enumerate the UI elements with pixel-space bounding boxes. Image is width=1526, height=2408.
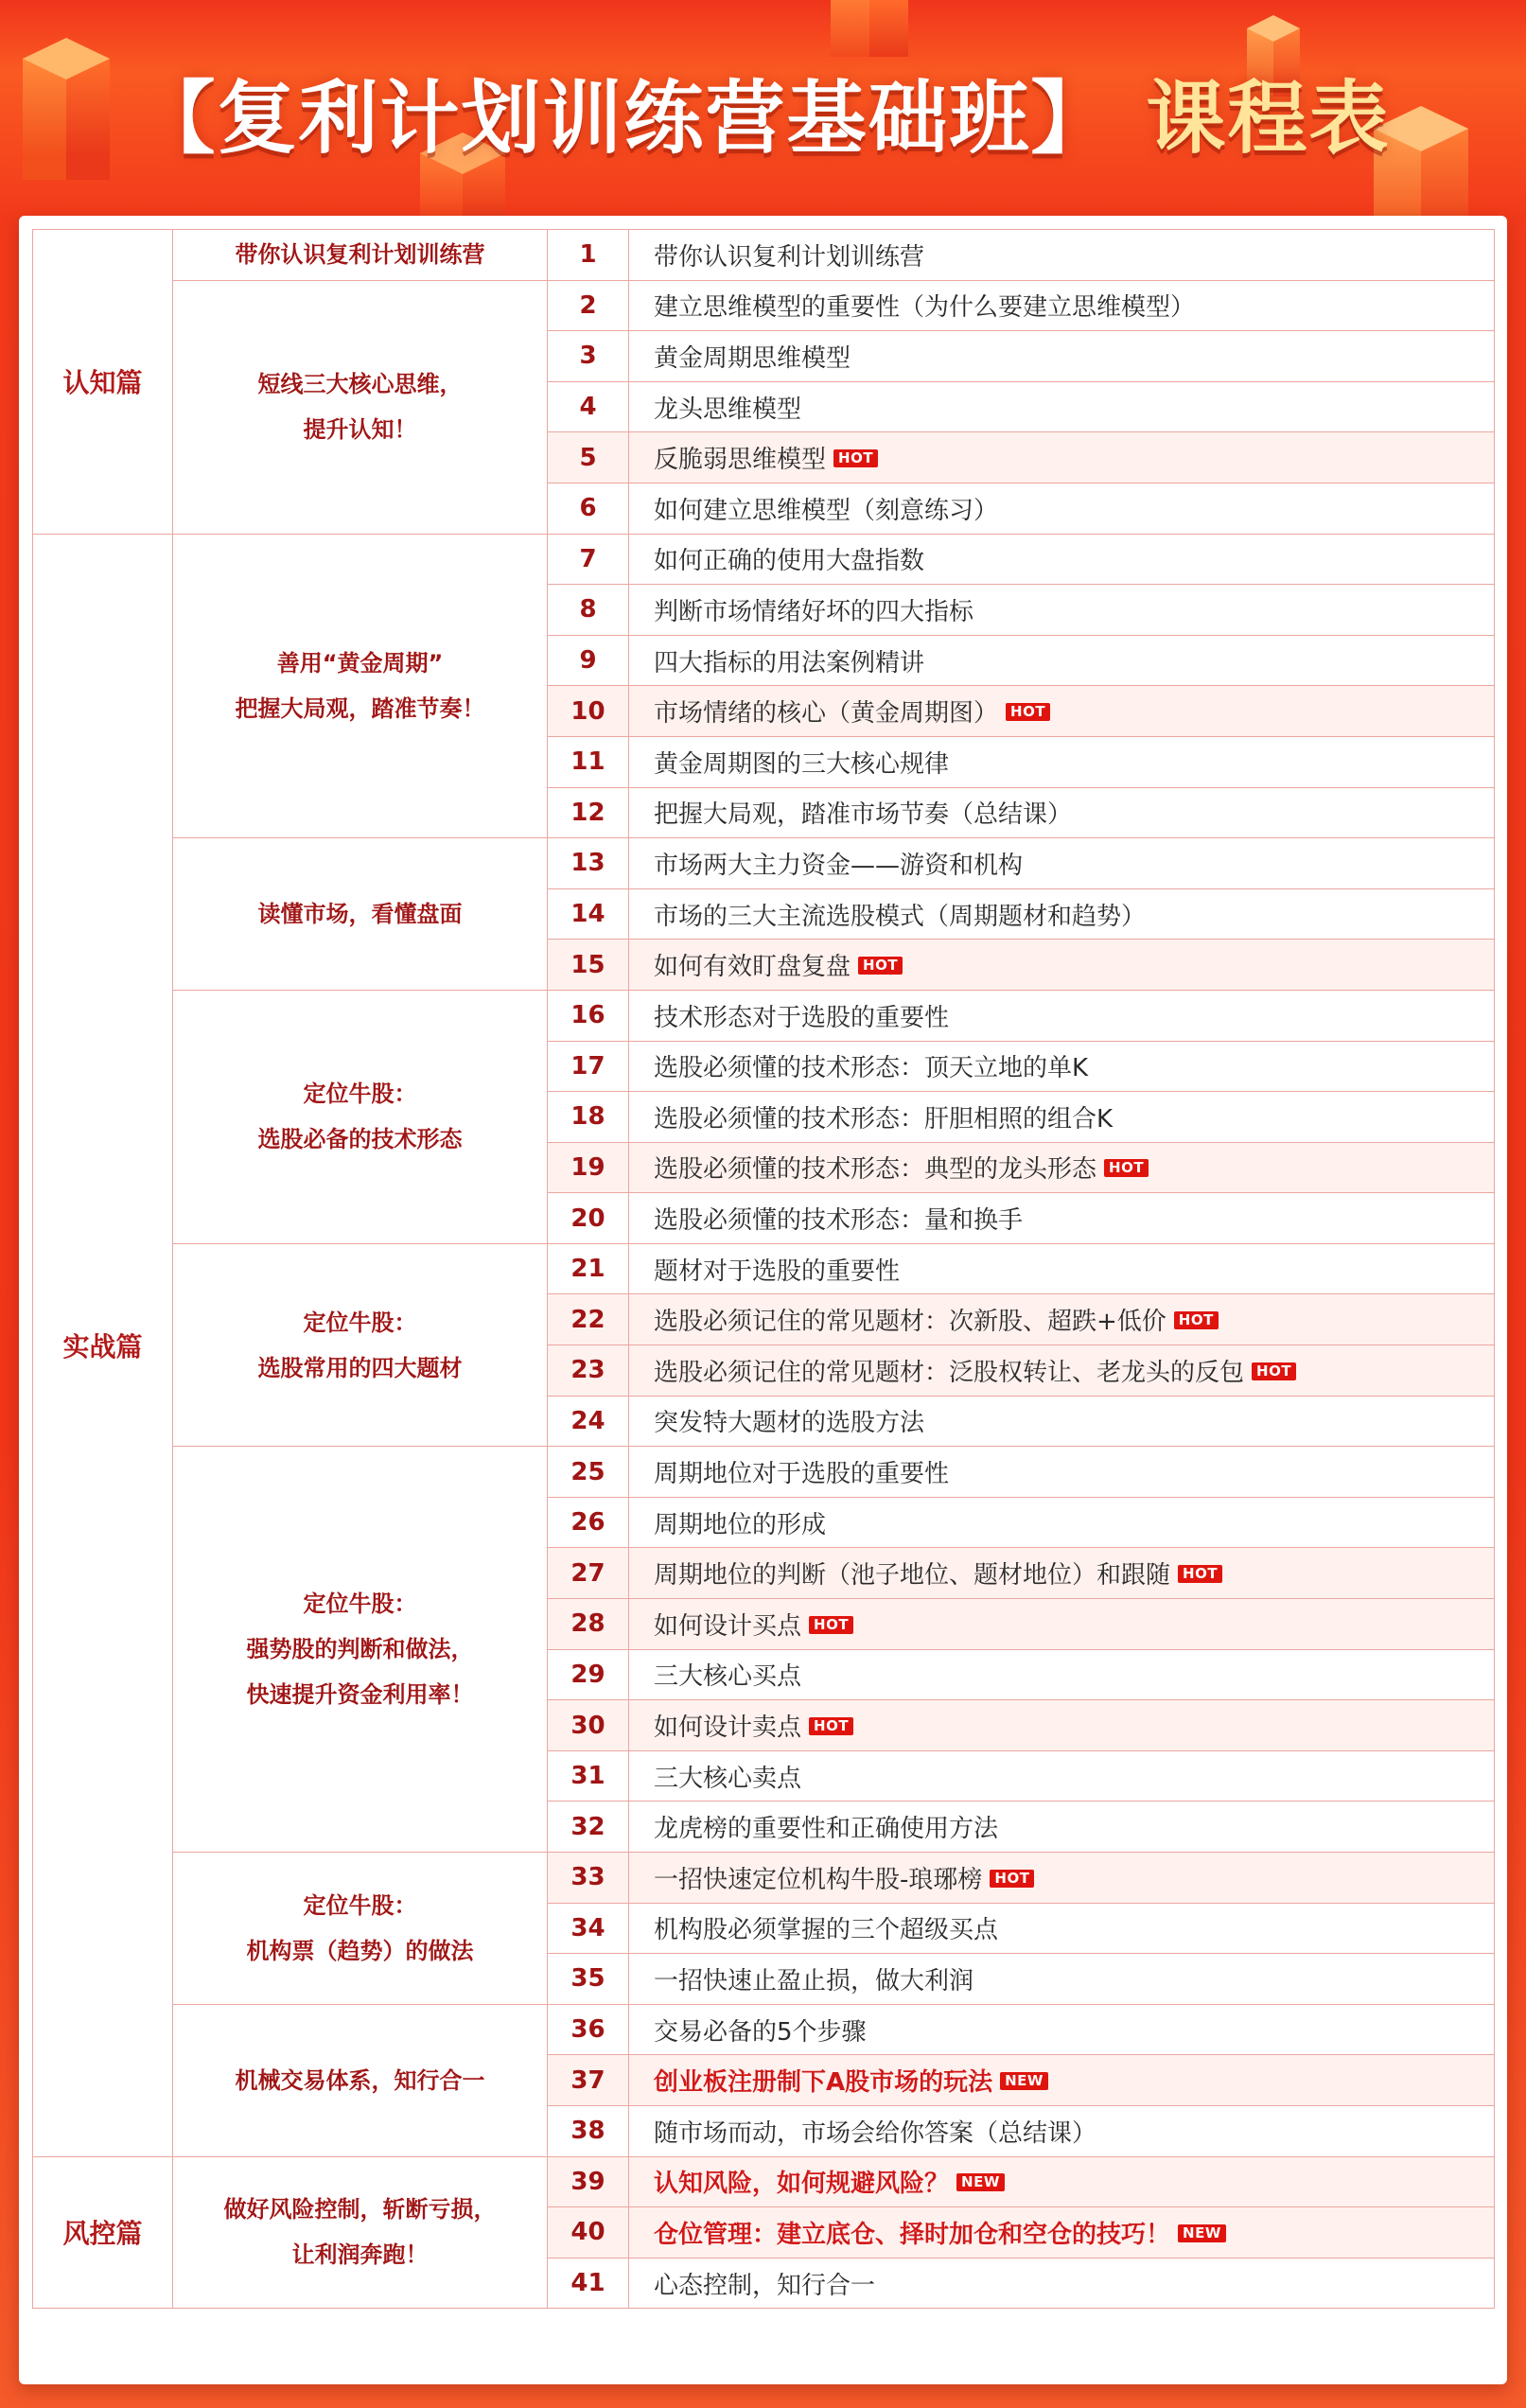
- lesson-title: 黄金周期思维模型: [654, 343, 851, 373]
- title-suffix: 课程表: [1146, 72, 1391, 165]
- lesson-title-cell: [629, 1802, 1495, 1853]
- lesson-title-cell: [629, 230, 1495, 281]
- lesson-number: 15: [548, 940, 629, 991]
- section-topic-line: 提升认知！: [303, 416, 417, 444]
- lesson-title-cell: [629, 1954, 1495, 2005]
- lesson-number: 20: [548, 1193, 629, 1244]
- lesson-title-cell: [629, 534, 1495, 585]
- lesson-number: 8: [548, 585, 629, 636]
- part-label: 实战篇: [33, 534, 173, 2156]
- lesson-number: 21: [548, 1243, 629, 1294]
- table-row: [33, 280, 1495, 331]
- table-row: [33, 1853, 1495, 1904]
- lesson-title: 选股必须懂的技术形态：量和换手: [654, 1206, 1024, 1236]
- section-topic-line: 读懂市场，看懂盘面: [257, 901, 463, 928]
- lesson-title: 一招快速定位机构牛股-琅琊榜: [654, 1865, 983, 1894]
- new-badge: NEW: [956, 2173, 1005, 2191]
- lesson-title-cell: [629, 381, 1495, 432]
- lesson-number: 34: [548, 1903, 629, 1954]
- lesson-title-cell: [629, 1750, 1495, 1802]
- section-topic-line: 定位牛股：: [303, 1591, 417, 1618]
- lesson-title-cell: [629, 1092, 1495, 1143]
- lesson-title: 突发特大题材的选股方法: [654, 1409, 925, 1438]
- section-topic-line: 短线三大核心思维，: [257, 371, 463, 398]
- lesson-number: 18: [548, 1092, 629, 1143]
- section-topic-line: 做好风险控制，斩断亏损，: [223, 2196, 497, 2223]
- lesson-title: 心态控制，知行合一: [654, 2271, 876, 2300]
- section-topic-line: 让利润奔跑！: [291, 2241, 429, 2269]
- lesson-number: 12: [548, 787, 629, 838]
- section-topic: [173, 534, 548, 838]
- lesson-title-cell: [629, 483, 1495, 534]
- table-row: [33, 1447, 1495, 1498]
- lesson-number: 2: [548, 280, 629, 331]
- lesson-title-cell: [629, 888, 1495, 940]
- table-row: [33, 534, 1495, 585]
- section-topic: [173, 1853, 548, 2005]
- section-topic: [173, 990, 548, 1243]
- lesson-number: 19: [548, 1142, 629, 1193]
- new-badge: NEW: [1000, 2072, 1048, 2090]
- lesson-title: 仓位管理：建立底仓、择时加仓和空仓的技巧！: [654, 2220, 1171, 2249]
- lesson-title: 如何正确的使用大盘指数: [654, 547, 925, 576]
- hot-badge: HOT: [809, 1717, 853, 1735]
- section-topic-line: 选股常用的四大题材: [257, 1354, 463, 1381]
- section-topic-line: 善用“黄金周期”: [276, 649, 444, 677]
- lesson-title-cell: [629, 432, 1495, 483]
- lesson-number: 16: [548, 990, 629, 1041]
- lesson-title: 判断市场情绪好坏的四大指标: [654, 597, 974, 626]
- lesson-number: 24: [548, 1396, 629, 1447]
- lesson-title: 建立思维模型的重要性（为什么要建立思维模型）: [654, 293, 1196, 323]
- lesson-number: 36: [548, 2004, 629, 2055]
- lesson-title: 如何有效盯盘复盘: [654, 953, 851, 982]
- lesson-title-cell: [629, 736, 1495, 787]
- lesson-title: 黄金周期图的三大核心规律: [654, 749, 950, 779]
- hot-badge: HOT: [1104, 1159, 1149, 1177]
- lesson-title-cell: [629, 1903, 1495, 1954]
- section-topic: [173, 1243, 548, 1446]
- lesson-title-cell: [629, 2105, 1495, 2156]
- lesson-number: 30: [548, 1700, 629, 1751]
- lesson-title: 交易必备的5个步骤: [654, 2017, 867, 2047]
- lesson-number: 13: [548, 838, 629, 889]
- lesson-title: 选股必须懂的技术形态：典型的龙头形态: [654, 1155, 1097, 1185]
- section-topic: [173, 230, 548, 281]
- lesson-title-cell: [629, 2004, 1495, 2055]
- section-topic-line: 机构票（趋势）的做法: [246, 1937, 474, 1964]
- hot-badge: HOT: [1252, 1362, 1296, 1380]
- section-topic-line: 定位牛股：: [303, 1309, 417, 1336]
- new-badge: NEW: [1178, 2224, 1226, 2242]
- lesson-title-cell: [629, 1193, 1495, 1244]
- title-main: 【复利计划训练营基础班】: [135, 72, 1113, 165]
- lesson-title: 如何设计卖点: [654, 1714, 802, 1743]
- lesson-number: 33: [548, 1853, 629, 1904]
- lesson-title: 周期地位的形成: [654, 1510, 827, 1539]
- table-row: [33, 838, 1495, 889]
- lesson-number: 17: [548, 1041, 629, 1092]
- lesson-title-cell: [629, 1396, 1495, 1447]
- lesson-number: 14: [548, 888, 629, 940]
- table-row: [33, 2156, 1495, 2207]
- lesson-title: 市场两大主力资金——游资和机构: [654, 851, 1024, 880]
- table-row: [33, 1243, 1495, 1294]
- lesson-title-cell: [629, 1041, 1495, 1092]
- lesson-number: 32: [548, 1802, 629, 1853]
- lesson-title: 一招快速止盈止损，做大利润: [654, 1966, 974, 1995]
- lesson-number: 39: [548, 2156, 629, 2207]
- lesson-title: 如何设计买点: [654, 1611, 802, 1641]
- lesson-number: 29: [548, 1649, 629, 1700]
- lesson-title: 选股必须懂的技术形态：肝胆相照的组合K: [654, 1104, 1114, 1134]
- hot-badge: HOT: [1178, 1565, 1222, 1583]
- lesson-title-cell: [629, 635, 1495, 686]
- lesson-number: 22: [548, 1294, 629, 1345]
- lesson-number: 41: [548, 2258, 629, 2309]
- lesson-title-cell: [629, 1447, 1495, 1498]
- lesson-title: 三大核心卖点: [654, 1764, 802, 1793]
- lesson-title-cell: [629, 331, 1495, 382]
- section-topic: [173, 2156, 548, 2309]
- lesson-title-cell: [629, 1700, 1495, 1751]
- lesson-number: 28: [548, 1599, 629, 1650]
- section-topic: [173, 838, 548, 991]
- lesson-number: 31: [548, 1750, 629, 1802]
- lesson-number: 35: [548, 1954, 629, 2005]
- hot-badge: HOT: [1174, 1311, 1219, 1329]
- table-row: [33, 2004, 1495, 2055]
- lesson-number: 27: [548, 1548, 629, 1599]
- lesson-title: 四大指标的用法案例精讲: [654, 648, 925, 677]
- lesson-title-cell: [629, 1345, 1495, 1397]
- lesson-title: 三大核心买点: [654, 1662, 802, 1692]
- decor-cube-top: [831, 0, 908, 57]
- lesson-number: 37: [548, 2055, 629, 2106]
- lesson-title-cell: [629, 990, 1495, 1041]
- lesson-title: 选股必须记住的常见题材：泛股权转让、老龙头的反包: [654, 1358, 1245, 1387]
- lesson-title-cell: [629, 1599, 1495, 1650]
- lesson-title: 选股必须懂的技术形态：顶天立地的单K: [654, 1054, 1089, 1083]
- table-row: [33, 990, 1495, 1041]
- page-title: [0, 55, 1526, 169]
- lesson-title-cell: [629, 585, 1495, 636]
- lesson-number: 5: [548, 432, 629, 483]
- section-topic-line: 把握大局观，踏准节奏！: [235, 694, 485, 722]
- lesson-title: 机构股必须掌握的三个超级买点: [654, 1916, 999, 1945]
- lesson-title: 题材对于选股的重要性: [654, 1257, 901, 1286]
- lesson-number: 9: [548, 635, 629, 686]
- lesson-title: 反脆弱思维模型: [654, 446, 827, 475]
- hot-badge: HOT: [1006, 703, 1050, 721]
- lesson-number: 38: [548, 2105, 629, 2156]
- hot-badge: HOT: [858, 957, 903, 975]
- hot-badge: HOT: [833, 449, 878, 467]
- lesson-title-cell: [629, 686, 1495, 737]
- lesson-title-cell: [629, 1294, 1495, 1345]
- lesson-title: 龙头思维模型: [654, 395, 802, 424]
- lesson-title-cell: [629, 1243, 1495, 1294]
- lesson-title-cell: [629, 1142, 1495, 1193]
- lesson-title: 市场情绪的核心（黄金周期图）: [654, 699, 999, 729]
- section-topic-line: 强势股的判断和做法，: [246, 1636, 474, 1663]
- section-topic-line: 机械交易体系，知行合一: [235, 2066, 485, 2094]
- lesson-title: 把握大局观，踏准市场节奏（总结课）: [654, 800, 1073, 830]
- lesson-title-cell: [629, 280, 1495, 331]
- course-schedule-table: [32, 229, 1495, 2309]
- lesson-title: 随市场而动，市场会给你答案（总结课）: [654, 2118, 1097, 2148]
- lesson-title: 周期地位的判断（池子地位、题材地位）和跟随: [654, 1561, 1171, 1591]
- lesson-title-cell: [629, 1853, 1495, 1904]
- section-topic-line: 定位牛股：: [303, 1081, 417, 1108]
- lesson-number: 6: [548, 483, 629, 534]
- lesson-title-cell: [629, 838, 1495, 889]
- lesson-title: 创业板注册制下A股市场的玩法: [654, 2068, 993, 2098]
- lesson-title: 技术形态对于选股的重要性: [654, 1003, 950, 1032]
- lesson-title-cell: [629, 1497, 1495, 1548]
- lesson-number: 10: [548, 686, 629, 737]
- lesson-number: 1: [548, 230, 629, 281]
- lesson-title-cell: [629, 787, 1495, 838]
- hot-badge: HOT: [990, 1870, 1034, 1888]
- section-topic-line: 带你认识复利计划训练营: [235, 241, 485, 269]
- lesson-title-cell: [629, 2055, 1495, 2106]
- section-topic-line: 定位牛股：: [303, 1891, 417, 1919]
- lesson-title: 选股必须记住的常见题材：次新股、超跌+低价: [654, 1308, 1166, 1337]
- lesson-number: 40: [548, 2207, 629, 2259]
- lesson-title-cell: [629, 1649, 1495, 1700]
- lesson-number: 7: [548, 534, 629, 585]
- section-topic-line: 快速提升资金利用率！: [246, 1681, 474, 1709]
- lesson-title: 周期地位对于选股的重要性: [654, 1460, 950, 1489]
- lesson-title-cell: [629, 940, 1495, 991]
- lesson-number: 11: [548, 736, 629, 787]
- lesson-title: 如何建立思维模型（刻意练习）: [654, 496, 999, 525]
- section-topic-line: 选股必备的技术形态: [257, 1126, 463, 1153]
- lesson-number: 3: [548, 331, 629, 382]
- lesson-title-cell: [629, 2258, 1495, 2309]
- hot-badge: HOT: [809, 1616, 853, 1634]
- lesson-title: 市场的三大主流选股模式（周期题材和趋势）: [654, 902, 1147, 931]
- lesson-title: 龙虎榜的重要性和正确使用方法: [654, 1815, 999, 1844]
- lesson-title: 带你认识复利计划训练营: [654, 242, 925, 272]
- lesson-number: 23: [548, 1345, 629, 1397]
- lesson-number: 4: [548, 381, 629, 432]
- lesson-title: 认知风险，如何规避风险？: [654, 2170, 950, 2199]
- section-topic: [173, 1447, 548, 1853]
- part-label: 风控篇: [33, 2156, 173, 2309]
- part-label: 认知篇: [33, 230, 173, 535]
- lesson-title-cell: [629, 2207, 1495, 2259]
- table-row: [33, 230, 1495, 281]
- lesson-number: 25: [548, 1447, 629, 1498]
- lesson-number: 26: [548, 1497, 629, 1548]
- lesson-title-cell: [629, 1548, 1495, 1599]
- lesson-title-cell: [629, 2156, 1495, 2207]
- section-topic: [173, 280, 548, 534]
- section-topic: [173, 2004, 548, 2156]
